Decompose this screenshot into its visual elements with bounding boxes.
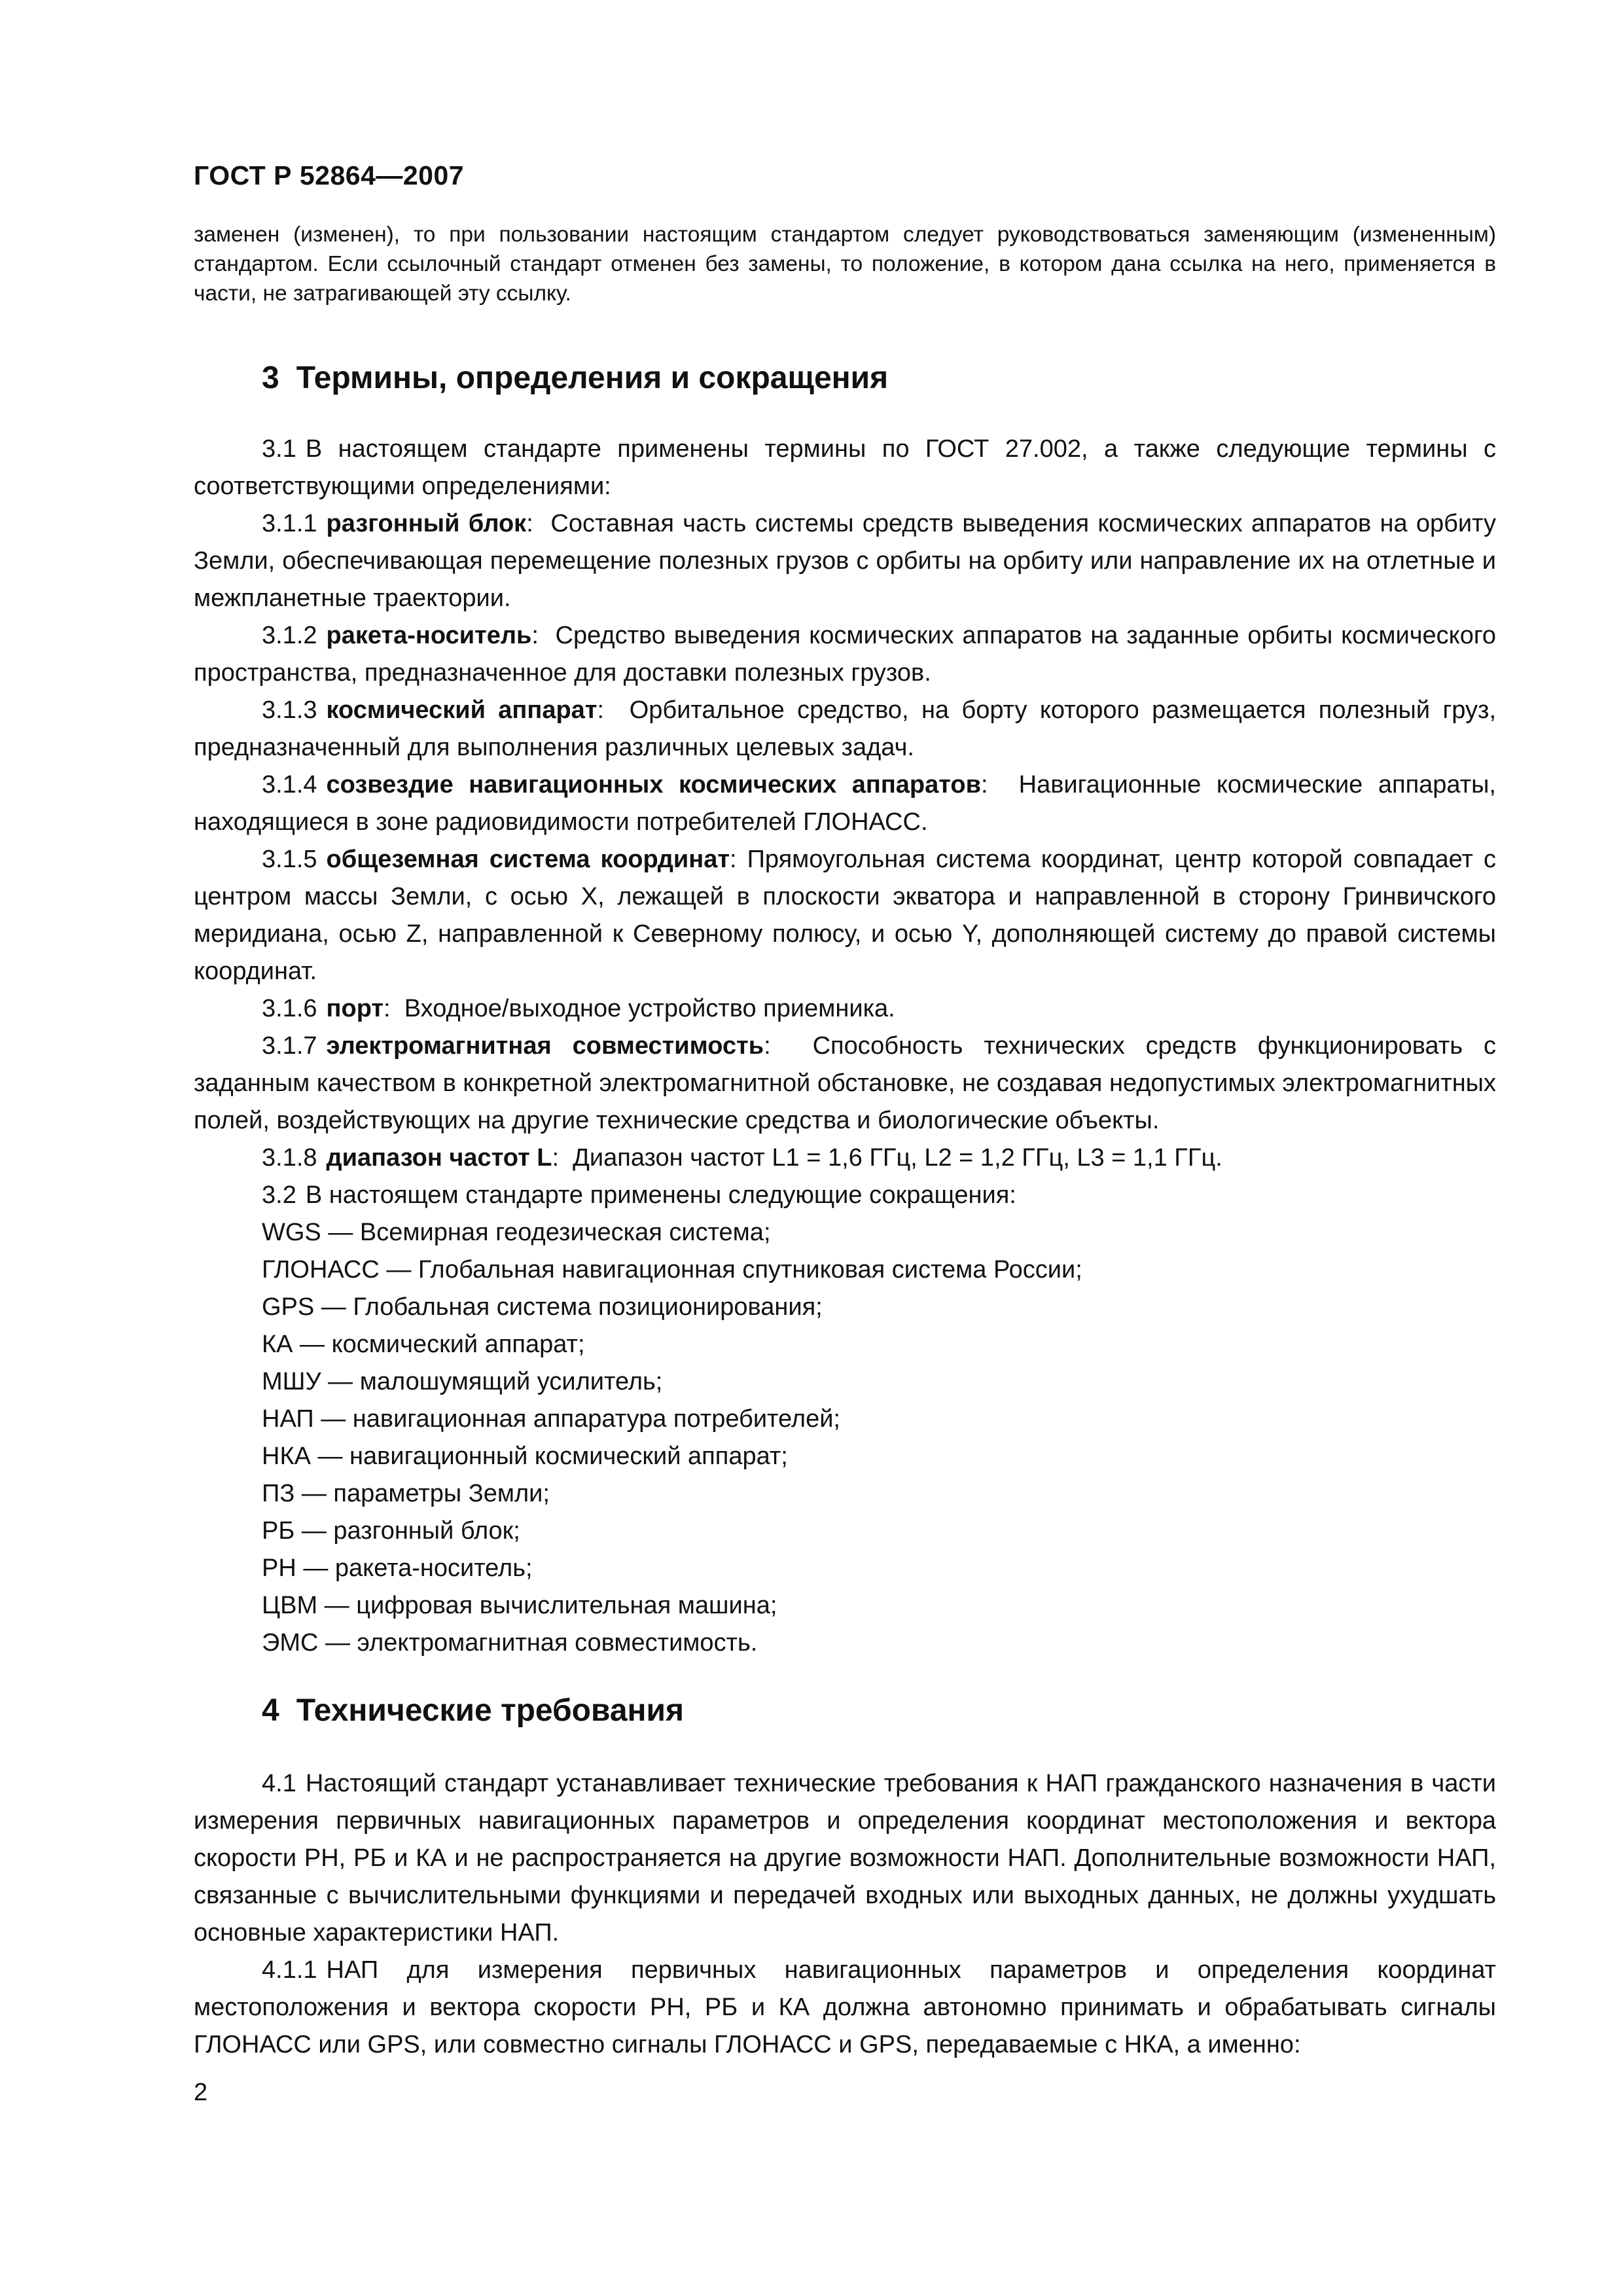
term-number: 3.1.5 xyxy=(262,846,317,873)
term-name: разгонный блок xyxy=(326,510,527,537)
term-name: космический аппарат xyxy=(326,696,597,724)
section-4-number: 4 xyxy=(262,1693,279,1728)
section-4-heading xyxy=(262,1693,684,1729)
term-definition: Входное/выходное устройство приемника. xyxy=(404,995,895,1022)
term-name: электромагнитная совместимость xyxy=(326,1032,764,1060)
term-definition: Составная часть системы средств выведения космических аппаратов на орбиту Земли, обеспечивающая перемещение полезных грузов с орбиты на орбиту или направление их на отлетные и межпланетные траектории. xyxy=(194,510,1496,612)
section-3-body xyxy=(194,431,1496,1662)
term-name: порт xyxy=(326,995,384,1022)
abbreviation-item: ЦВМ — цифровая вычислительная машина; xyxy=(262,1592,777,1619)
abbreviation-item: НКА — навигационный космический аппарат; xyxy=(262,1443,788,1470)
term-definition: Орбитальное средство, на борту которого размещается полезный груз, предназначенный для выполнения различных целевых задач. xyxy=(194,696,1496,761)
section-3-heading xyxy=(262,360,888,396)
document-id-header: ГОСТ Р 52864—2007 xyxy=(194,160,465,190)
clause-text: Настоящий стандарт устанавливает технические требования к НАП гражданского назначения в части измерения первичных навигационных параметров и определения координат местоположения и вектора скорости РН, РБ и КА и не распространяется на другие возможности НАП. Дополнительные возможности НАП, связанные с вычислительными функциями и передачей входных или выходных данных, не должны ухудшать основные характеристики НАП. xyxy=(194,1770,1496,1946)
term-number: 3.1.3 xyxy=(262,696,317,724)
clause-number: 4.1 xyxy=(262,1770,296,1797)
clause-number: 3.1 xyxy=(262,435,296,463)
term-definition: Прямоугольная система координат, центр которой совпадает с центром массы Земли, с осью X, лежащей в плоскости экватора и направленной в сторону Гринвичского меридиана, осью Z, направленной к Северному полюсу, и осью Y, дополняющей систему до правой системы координат. xyxy=(194,846,1496,985)
clause-number: 3.2 xyxy=(262,1181,296,1209)
clause-3-2 xyxy=(194,1177,1496,1214)
term-number: 3.1.8 xyxy=(262,1144,317,1172)
term-3-1-8: 3.1.8 диапазон частот L: Диапазон частот L1 = 1,6 ГГц, L2 = 1,2 ГГц, L3 = 1,1 ГГц. xyxy=(262,1144,1222,1172)
abbreviation-item: КА — космический аппарат; xyxy=(262,1331,585,1358)
section-4-title: Технические требования xyxy=(296,1693,685,1728)
abbreviation-item: ЭМС — электромагнитная совместимость. xyxy=(262,1629,758,1657)
term-3-1-5: 3.1.5 общеземная система координат: Прямоугольная система координат, центр которой совпадает с центром массы Земли, с осью X, лежащей в плоскости экватора и направленной в сторону Гринвичского меридиана, осью Z, направленной к Северному полюсу, и осью Y, дополняющей систему до правой системы координат. xyxy=(194,846,1496,985)
term-number: 3.1.4 xyxy=(262,771,317,798)
term-definition: Способность технических средств функционировать с заданным качеством в конкретной электромагнитной обстановке, не создавая недопустимых электромагнитных полей, воздействующих на другие технические средства и биологические объекты. xyxy=(194,1032,1496,1134)
abbreviation-item: МШУ — малошумящий усилитель; xyxy=(262,1368,663,1395)
term-number: 3.1.6 xyxy=(262,995,317,1022)
clause-4-1 xyxy=(194,1765,1496,1952)
section-3-title: Термины, определения и сокращения xyxy=(296,361,889,395)
term-name: ракета-носитель xyxy=(326,622,532,649)
abbreviation-item: РБ — разгонный блок; xyxy=(262,1517,520,1545)
abbreviation-item: WGS — Всемирная геодезическая система; xyxy=(262,1219,771,1246)
clause-text: В настоящем стандарте применены следующие сокращения: xyxy=(305,1181,1016,1209)
term-number: 3.1.2 xyxy=(262,622,317,649)
abbreviation-item: GPS — Глобальная система позиционирования; xyxy=(262,1293,823,1321)
term-3-1-3: 3.1.3 космический аппарат: Орбитальное средство, на борту которого размещается полезный груз, предназначенный для выполнения различных целевых задач. xyxy=(194,696,1496,761)
term-name: диапазон частот L xyxy=(326,1144,552,1172)
term-3-1-6: 3.1.6 порт: Входное/выходное устройство приемника. xyxy=(262,995,895,1022)
term-3-1-7: 3.1.7 электромагнитная совместимость: Способность технических средств функционировать с заданным качеством в конкретной электромагнитной обстановке, не создавая недопустимых электромагнитных полей, воздействующих на другие технические средства и биологические объекты. xyxy=(194,1032,1496,1134)
term-definition: Навигационные космические аппараты, находящиеся в зоне радиовидимости потребителей ГЛОНАСС. xyxy=(194,771,1496,836)
term-definition: Диапазон частот L1 = 1,6 ГГц, L2 = 1,2 ГГц, L3 = 1,1 ГГц. xyxy=(573,1144,1222,1172)
abbreviation-item: ГЛОНАСС — Глобальная навигационная спутниковая система России; xyxy=(262,1256,1082,1283)
clause-3-1 xyxy=(194,431,1496,505)
clause-text: В настоящем стандарте применены термины по ГОСТ 27.002, а также следующие термины с соответствующими определениями: xyxy=(194,435,1496,500)
clause-4-1-1 xyxy=(194,1952,1496,2064)
term-number: 3.1.7 xyxy=(262,1032,317,1060)
clause-number: 4.1.1 xyxy=(262,1956,317,1984)
section-3-number: 3 xyxy=(262,361,279,395)
abbreviation-item: НАП — навигационная аппаратура потребителей; xyxy=(262,1405,840,1433)
abbreviation-item: ПЗ — параметры Земли; xyxy=(262,1480,550,1507)
term-number: 3.1.1 xyxy=(262,510,317,537)
clause-text: НАП для измерения первичных навигационных параметров и определения координат местоположения и вектора скорости РН, РБ и КА должна автономно принимать и обрабатывать сигналы ГЛОНАСС или GPS, или совместно сигналы ГЛОНАСС и GPS, передаваемые с НКА, а именно: xyxy=(194,1956,1496,2058)
term-3-1-4: 3.1.4 созвездие навигационных космических аппаратов: Навигационные космические аппараты, находящиеся в зоне радиовидимости потребителей ГЛОНАСС. xyxy=(194,771,1496,836)
abbreviation-item: РН — ракета-носитель; xyxy=(262,1554,533,1582)
term-name: созвездие навигационных космических аппаратов xyxy=(326,771,981,798)
term-name: общеземная система координат xyxy=(326,846,730,873)
page-number: 2 xyxy=(194,2079,208,2106)
term-3-1-1: 3.1.1 разгонный блок: Составная часть системы средств выведения космических аппаратов на орбиту Земли, обеспечивающая перемещение полезных грузов с орбиты на орбиту или направление их на отлетные и межпланетные траектории. xyxy=(194,510,1496,612)
term-3-1-2: 3.1.2 ракета-носитель: Средство выведения космических аппаратов на заданные орбиты космического пространства, предназначенное для доставки полезных грузов. xyxy=(194,622,1496,687)
term-definition: Средство выведения космических аппаратов на заданные орбиты космического пространства, предназначенное для доставки полезных грузов. xyxy=(194,622,1496,687)
section-4-body xyxy=(194,1765,1496,2064)
intro-paragraph: заменен (изменен), то при пользовании настоящим стандартом следует руководствоваться заменяющим (измененным) стандартом. Если ссылочный стандарт отменен без замены, то положение, в котором дана ссылка на него, применяется в части, не затрагивающей эту ссылку. xyxy=(194,223,1496,306)
